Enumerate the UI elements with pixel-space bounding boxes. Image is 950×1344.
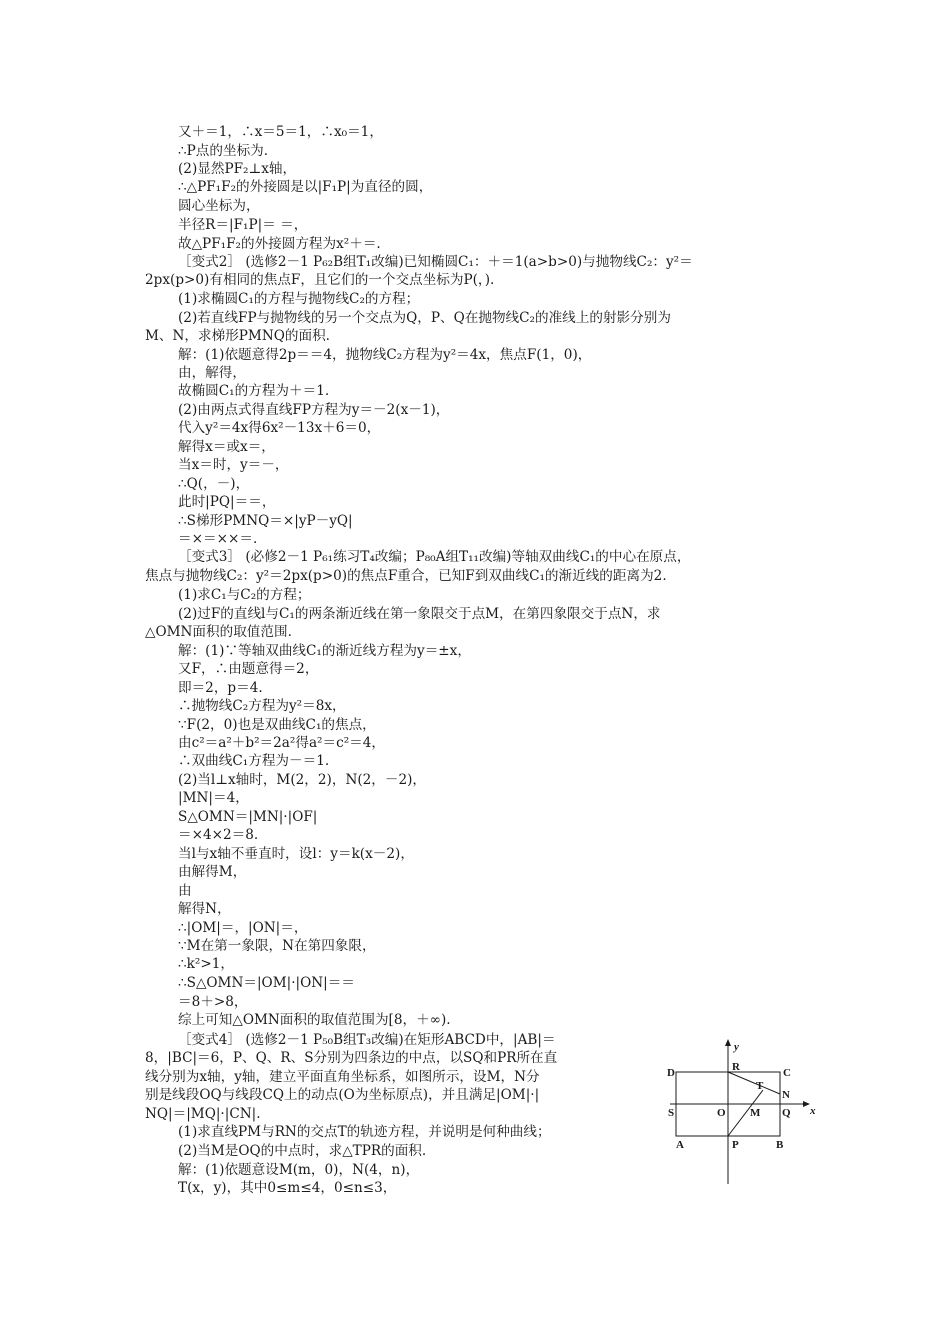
label-p: P [732, 1139, 739, 1151]
text-line: 焦点与抛物线C₂：y²＝2px(p>0)的焦点F重合，已知F到双曲线C₁的渐近线的距离为2. [145, 568, 667, 584]
label-s: S [668, 1107, 675, 1119]
text-line: (1)求C₁与C₂的方程； [178, 587, 311, 603]
text-line: ［变式3］ (必修2－1 P₆₁练习T₄改编；P₈₀A组T₁₁改编)等轴双曲线C₁的中心在原点， [178, 549, 691, 565]
text-line: 故椭圆C₁的方程为＋＝1. [178, 383, 330, 399]
text-line: (1)求直线PM与RN的交点T的轨迹方程，并说明是何种曲线； [178, 1124, 551, 1140]
label-y: y [734, 1041, 739, 1053]
text-line: 又＋＝1，∴x＝5＝1，∴x₀＝1， [178, 124, 383, 140]
text-line: ＝×4×2＝8. [178, 827, 259, 843]
label-q: Q [782, 1107, 791, 1119]
text-line: 综上可知△OMN面积的取值范围为[8，＋∞). [178, 1012, 451, 1028]
text-line: (2)过F的直线l与C₁的两条渐近线在第一象限交于点M，在第四象限交于点N，求 [178, 606, 661, 622]
text-line: (2)若直线FP与抛物线的另一个交点为Q，P、Q在抛物线C₂的准线上的射影分别为 [178, 310, 671, 326]
text-line: (1)求椭圆C₁的方程与抛物线C₂的方程； [178, 291, 420, 307]
text-line: M、N，求梯形PMNQ的面积. [145, 328, 330, 344]
rectangle-coordinate-figure [664, 1036, 820, 1186]
text-line: NQ|＝|MQ|·|CN|. [145, 1106, 261, 1122]
text-line: 半径R＝|F₁P|＝ ＝， [178, 217, 308, 233]
label-d: D [667, 1067, 675, 1079]
label-n: N [782, 1089, 790, 1101]
text-line: ＝8＋>8， [178, 994, 248, 1010]
label-b: B [776, 1139, 784, 1151]
text-line: ［变式4］ (选修2－1 P₅₀B组T₃改编)在矩形ABCD中，|AB|＝ [178, 1032, 556, 1048]
text-line: S△OMN＝|MN|·|OF| [178, 809, 318, 825]
text-line: 又F，∴由题意得＝2， [178, 661, 319, 677]
label-a: A [676, 1139, 684, 1151]
label-x: x [810, 1105, 816, 1117]
text-line: 8，|BC|＝6，P、Q、R、S分别为四条边的中点，以SQ和PR所在直 [145, 1050, 558, 1066]
text-line: 当x＝时，y＝－， [178, 457, 289, 473]
text-line: ∵F(2，0)也是双曲线C₁的焦点， [178, 717, 376, 733]
text-line: T(x，y)，其中0≤m≤4，0≤n≤3， [178, 1180, 397, 1196]
text-line: 解得x＝或x＝， [178, 439, 275, 455]
text-line: (2)显然PF₂⊥x轴， [178, 161, 297, 177]
text-line: 即＝2，p＝4. [178, 680, 263, 696]
text-line: 解：(1)∵等轴双曲线C₁的渐近线方程为y＝±x， [178, 643, 471, 659]
text-line: 解：(1)依题意得2p＝＝4，抛物线C₂方程为y²＝4x，焦点F(1，0)， [178, 347, 592, 363]
text-line: ∵M在第一象限，N在第四象限， [178, 938, 376, 954]
text-line: |MN|＝4， [178, 790, 249, 806]
text-line: ∴S梯形PMNQ＝×|yP－yQ| [178, 513, 353, 529]
text-line: 代入y²＝4x得6x²－13x＋6＝0， [178, 420, 381, 436]
text-line: 由，解得， [178, 365, 246, 381]
text-line: 线分别为x轴，y轴，建立平面直角坐标系，如图所示，设M，N分 [145, 1069, 540, 1085]
text-line: △OMN面积的取值范围. [145, 624, 292, 640]
label-t: T [756, 1080, 764, 1092]
text-line: (2)由两点式得直线FP方程为y＝－2(x－1)， [178, 402, 450, 418]
text-line: ［变式2］ (选修2－1 P₆₂B组T₁改编)已知椭圆C₁：＋＝1(a>b>0)与抛物线C₂：y²＝ [178, 254, 693, 270]
text-line: ∴抛物线C₂方程为y²＝8x， [178, 698, 346, 714]
text-line: 当l与x轴不垂直时，设l：y＝k(x－2)， [178, 846, 414, 862]
text-line: (2)当l⊥x轴时，M(2，2)，N(2，－2)， [178, 772, 427, 788]
text-line: 由c²＝a²＋b²＝2a²得a²＝c²＝4， [178, 735, 385, 751]
text-line: 此时|PQ|＝＝， [178, 494, 276, 510]
label-c: C [783, 1067, 791, 1079]
line-rn [728, 1072, 780, 1094]
text-line: 别是线段OQ与线段CQ上的动点(O为坐标原点)，并且满足|OM|·| [145, 1087, 540, 1103]
text-line: ∴Q(，－)， [178, 476, 250, 492]
text-line: 由解得M， [178, 864, 247, 880]
text-line: (2)当M是OQ的中点时，求△TPR的面积. [178, 1143, 427, 1159]
text-line: 由 [178, 883, 192, 899]
text-line: ∴k²>1， [178, 956, 234, 972]
text-line: 2px(p>0)有相同的焦点F，且它们的一个交点坐标为P(，). [145, 272, 495, 288]
text-line: ＝×＝××＝. [178, 531, 258, 547]
text-line: ∴△PF₁F₂的外接圆是以|F₁P|为直径的圆， [178, 179, 433, 195]
text-line: ∴双曲线C₁方程为－＝1. [178, 753, 330, 769]
text-line: ∴S△OMN＝|OM|·|ON|＝＝ [178, 975, 355, 991]
text-line: 解：(1)依题意设M(m，0)，N(4，n)， [178, 1162, 420, 1178]
text-line: ∴P点的坐标为. [178, 143, 269, 159]
text-line: 圆心坐标为， [178, 198, 260, 214]
text-line: ∴|OM|＝，|ON|＝， [178, 920, 308, 936]
text-line: 故△PF₁F₂的外接圆方程为x²＋＝. [178, 236, 381, 252]
label-m: M [750, 1107, 761, 1119]
y-axis-arrow [725, 1039, 731, 1046]
text-line: 解得N， [178, 901, 231, 917]
label-o: O [717, 1107, 726, 1119]
x-axis-arrow [803, 1101, 810, 1107]
label-r: R [732, 1061, 740, 1073]
